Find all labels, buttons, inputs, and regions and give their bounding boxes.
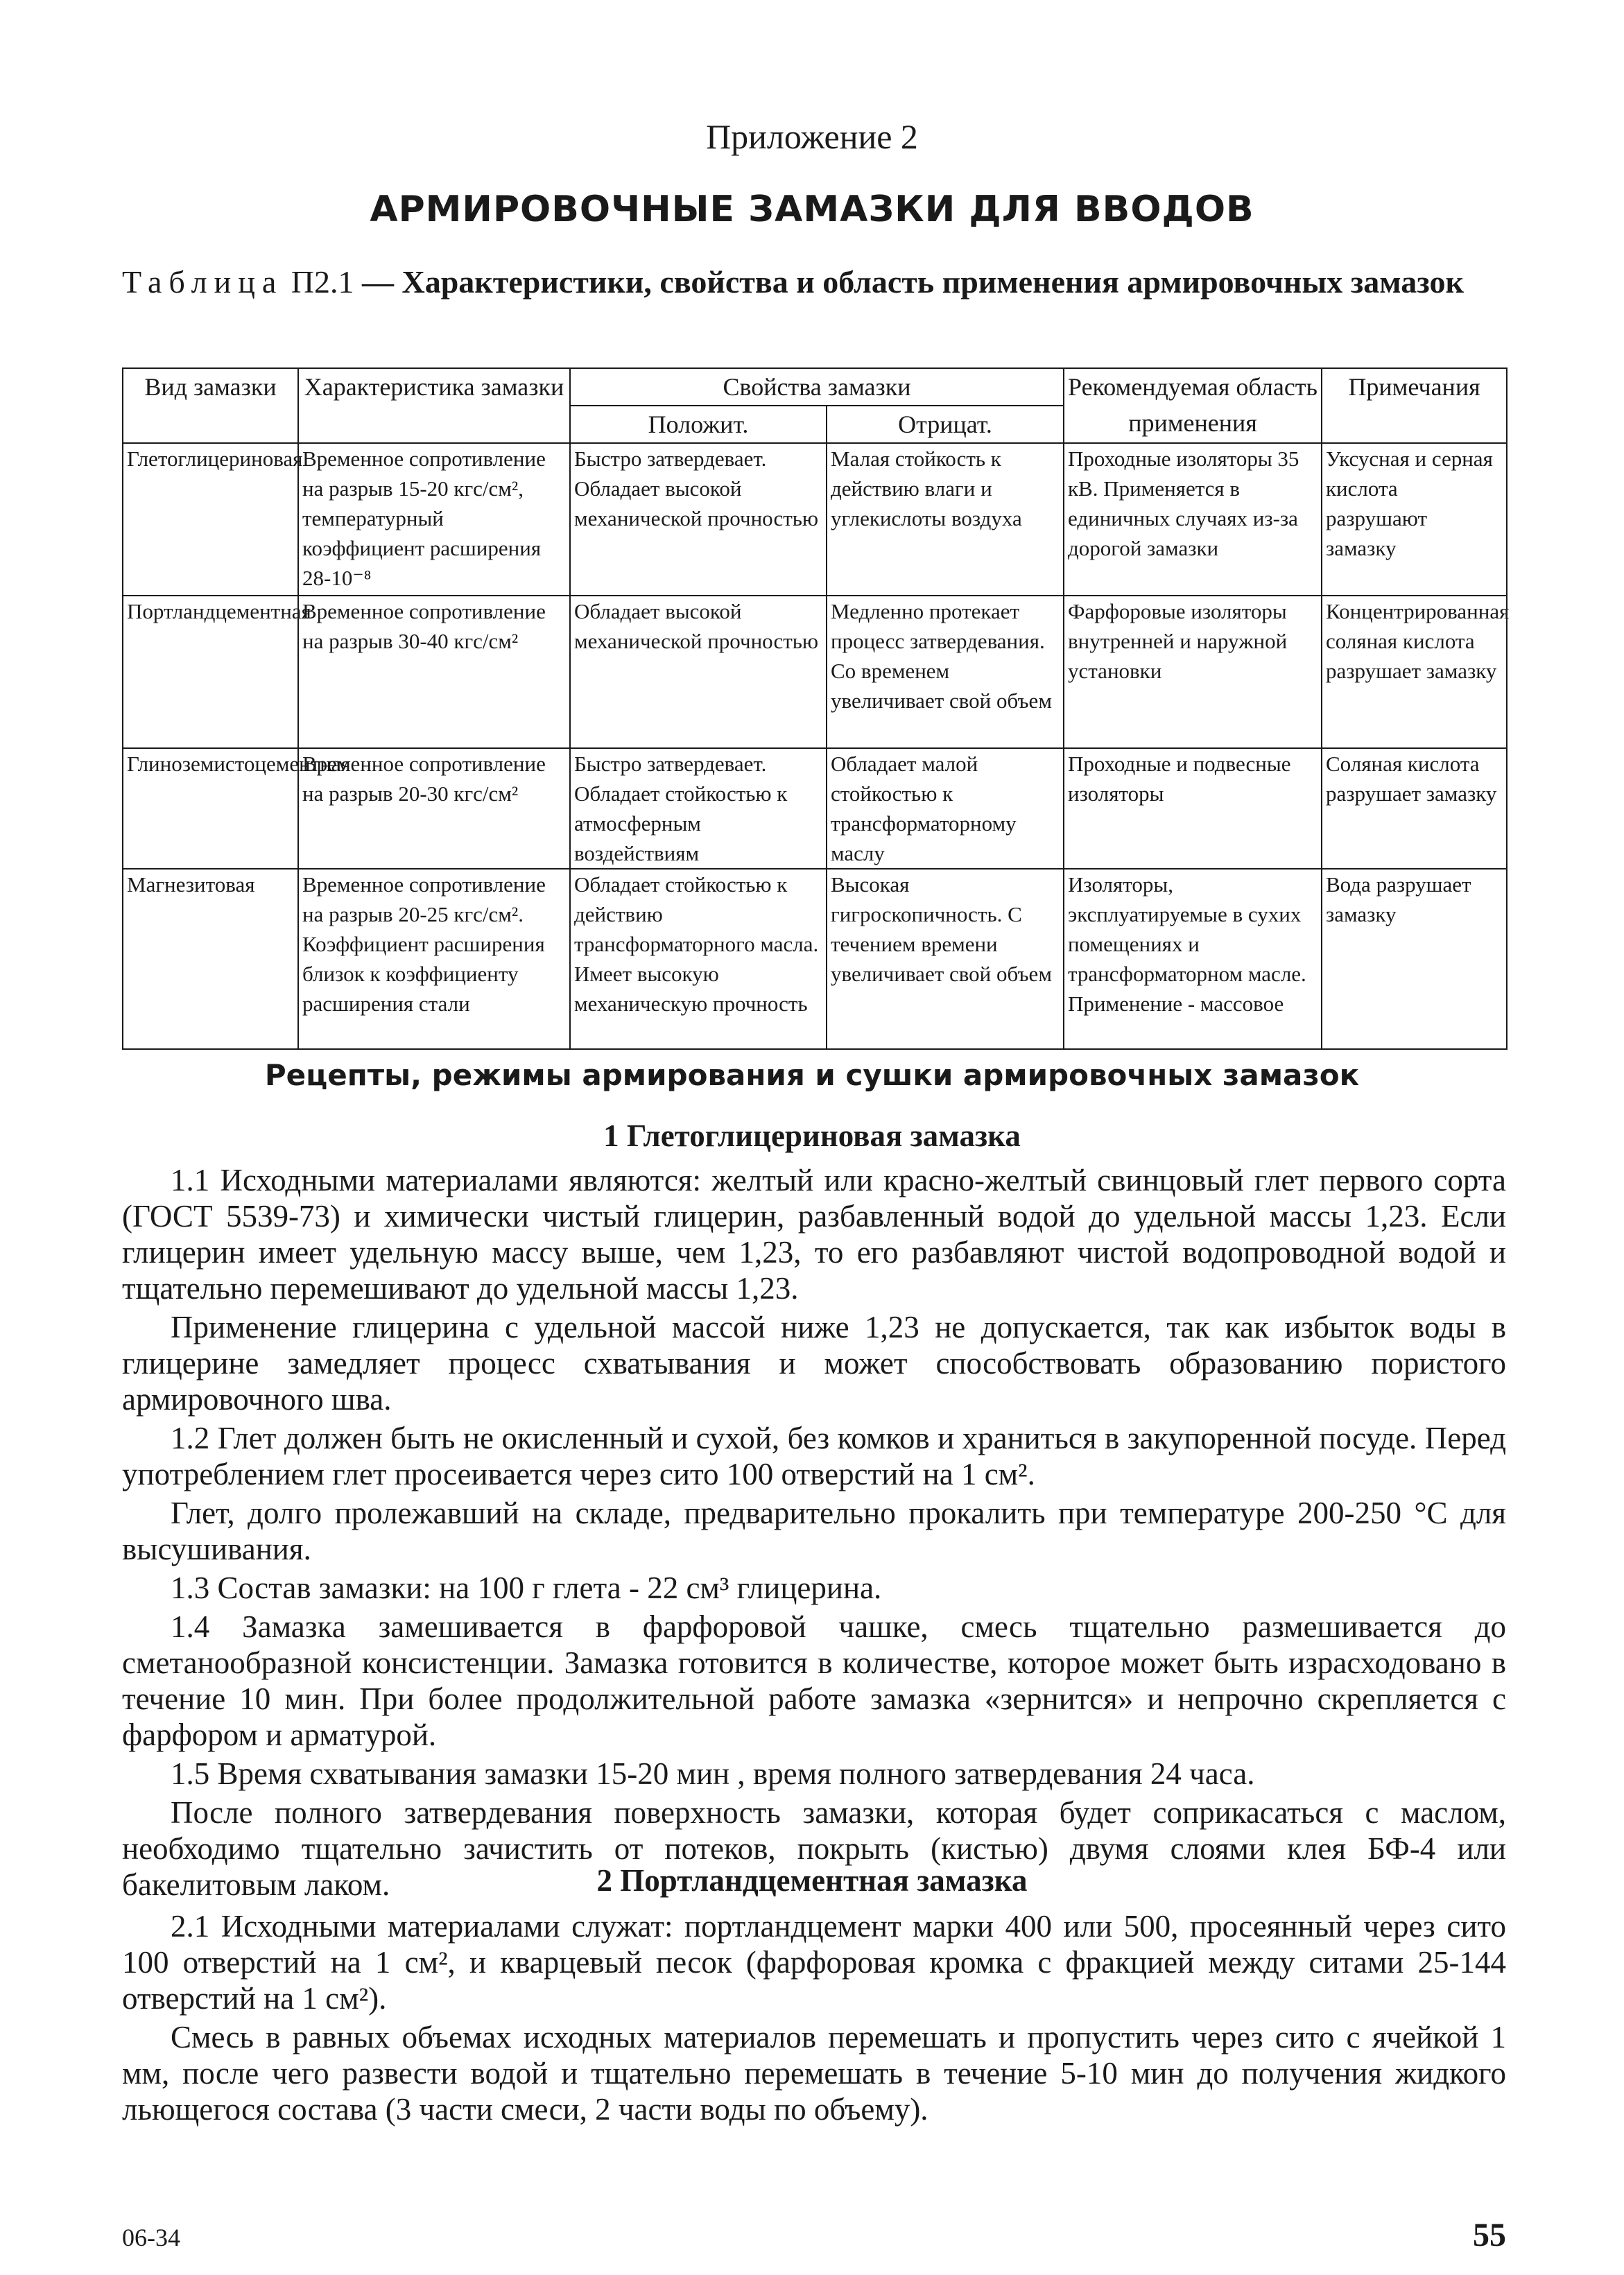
header-positive: Положит. [570,406,827,443]
properties-table [122,367,1508,1050]
cell-positive: Обладает стойкостью к действию трансформаторного масла. Имеет высокую механическую прочность [570,869,827,1049]
cell-positive: Быстро затвердевает. Обладает стойкостью к атмосферным воздействиям [570,748,827,869]
appendix-label: Приложение 2 [706,117,918,156]
cell-type: Портландцементная [123,596,298,748]
subsection-heading-2: 2 Портландцементная замазка [596,1863,1028,1898]
cell-positive: Обладает высокой механической прочностью [570,596,827,748]
cell-type: Глиноземистоцементная [123,748,298,869]
cell-negative: Обладает малой стойкостью к трансформаторному маслу [827,748,1064,869]
header-application: Рекомендуемая область применения [1064,368,1322,443]
cell-positive: Быстро затвердевает. Обладает высокой механической прочностью [570,443,827,596]
cell-application: Проходные изоляторы 35 кВ. Применяется в единичных случаях из-за дорогой замазки [1064,443,1322,596]
paragraph: Смесь в равных объемах исходных материалов перемешать и пропустить через сито с ячейкой 1 мм, после чего развести водой и тщательно перемешать в течение 5-10 мин до получения жидкого льющегося состава (3 части смеси, 2 части воды по объему). [122,2020,1506,2127]
body-text-2 [122,1908,1506,2130]
cell-notes: Соляная кислота разрушает замазку [1322,748,1507,869]
cell-notes: Концентрированная соляная кислота разрушает замазку [1322,596,1507,748]
table-prefix: Таблица [122,264,284,300]
cell-negative: Высокая гигроскопичность. С течением времени увеличивает свой объем [827,869,1064,1049]
cell-characteristic: Временное сопротивление на разрыв 15-20 кгс/см², температурный коэффициент расширения 28-10⁻⁸ [298,443,570,596]
cell-notes: Вода разрушает замазку [1322,869,1507,1049]
table-row [123,596,1507,748]
subsection-heading-1: 1 Глетоглицериновая замазка [603,1118,1021,1153]
cell-type: Глетоглицериновая [123,443,298,596]
table-caption [122,263,1502,301]
paragraph: 1.2 Глет должен быть не окисленный и сухой, без комков и храниться в закупоренной посуде. Перед употреблением глет просеивается через сито 100 отверстий на 1 см². [122,1421,1506,1491]
table-caption-text: — Характеристики, свойства и область применения армировочных замазок [361,264,1464,300]
document-code: 06-34 [122,2224,180,2251]
page-number: 55 [1473,2217,1506,2254]
cell-notes: Уксусная и серная кислота разрушают замазку [1322,443,1507,596]
cell-type: Магнезитовая [123,869,298,1049]
table-number: П2.1 [291,264,354,300]
cell-characteristic: Временное сопротивление на разрыв 20-25 кгс/см². Коэффициент расширения близок к коэффициенту расширения стали [298,869,570,1049]
cell-negative: Медленно протекает процесс затвердевания. Со временем увеличивает свой объем [827,596,1064,748]
cell-characteristic: Временное сопротивление на разрыв 30-40 кгс/см² [298,596,570,748]
cell-characteristic: Временное сопротивление на разрыв 20-30 кгс/см² [298,748,570,869]
header-properties: Свойства замазки [570,368,1064,406]
paragraph: 1.5 Время схватывания замазки 15-20 мин , время полного затвердевания 24 часа. [171,1756,1255,1791]
paragraph: 1.4 Замазка замешивается в фарфоровой чашке, смесь тщательно размешивается до сметанообразной консистенции. Замазка готовится в количестве, которое может быть израсходовано в течение 10 мин. При более продолжительной работе замазка «зернится» и непрочно скрепляется с фарфором и арматурой. [122,1609,1506,1752]
paragraph: Применение глицерина с удельной массой ниже 1,23 не допускается, так как избыток воды в глицерине замедляет процесс схватывания и может способствовать образованию пористого армировочного шва. [122,1310,1506,1417]
table-row [123,748,1507,869]
paragraph: 1.3 Состав замазки: на 100 г глета - 22 см³ глицерина. [171,1571,882,1605]
header-notes: Примечания [1322,368,1507,443]
header-negative: Отрицат. [827,406,1064,443]
cell-negative: Малая стойкость к действию влаги и углекислоты воздуха [827,443,1064,596]
paragraph: 2.1 Исходными материалами служат: портландцемент марки 400 или 500, просеянный через сито 100 отверстий на 1 см², и кварцевый песок (фарфоровая кромка с фракцией между ситами 25-144 отверстий на 1 см²). [122,1909,1506,2016]
paragraph: После полного затвердевания поверхность замазки, которая будет соприкасаться с маслом, необходимо тщательно зачистить от потеков, покрыть (кистью) двумя слоями клея БФ-4 или бакелитовым лаком. [122,1795,1506,1902]
cell-application: Фарфоровые изоляторы внутренней и наружной установки [1064,596,1322,748]
cell-application: Изоляторы, эксплуатируемые в сухих помещениях и трансформаторном масле. Применение - массовое [1064,869,1322,1049]
page-title: АРМИРОВОЧНЫЕ ЗАМАЗКИ ДЛЯ ВВОДОВ [370,189,1254,230]
paragraph: Глет, долго пролежавший на складе, предварительно прокалить при температуре 200-250 °С для высушивания. [122,1496,1506,1566]
header-type: Вид замазки [123,368,298,443]
table-row [123,443,1507,596]
body-text-1 [122,1162,1506,1905]
section-heading: Рецепты, режимы армирования и сушки армировочных замазок [264,1058,1360,1092]
cell-application: Проходные и подвесные изоляторы [1064,748,1322,869]
table-row [123,869,1507,1049]
paragraph: 1.1 Исходными материалами являются: желтый или красно-желтый свинцовый глет первого сорта (ГОСТ 5539-73) и химически чистый глицерин, разбавленный водой до удельной массы 1,23. Если глицерин имеет удельную массу выше, чем 1,23, то его разбавляют чистой водопроводной водой и тщательно перемешивают до удельной массы 1,23. [122,1163,1506,1306]
header-characteristic: Характеристика замазки [298,368,570,443]
